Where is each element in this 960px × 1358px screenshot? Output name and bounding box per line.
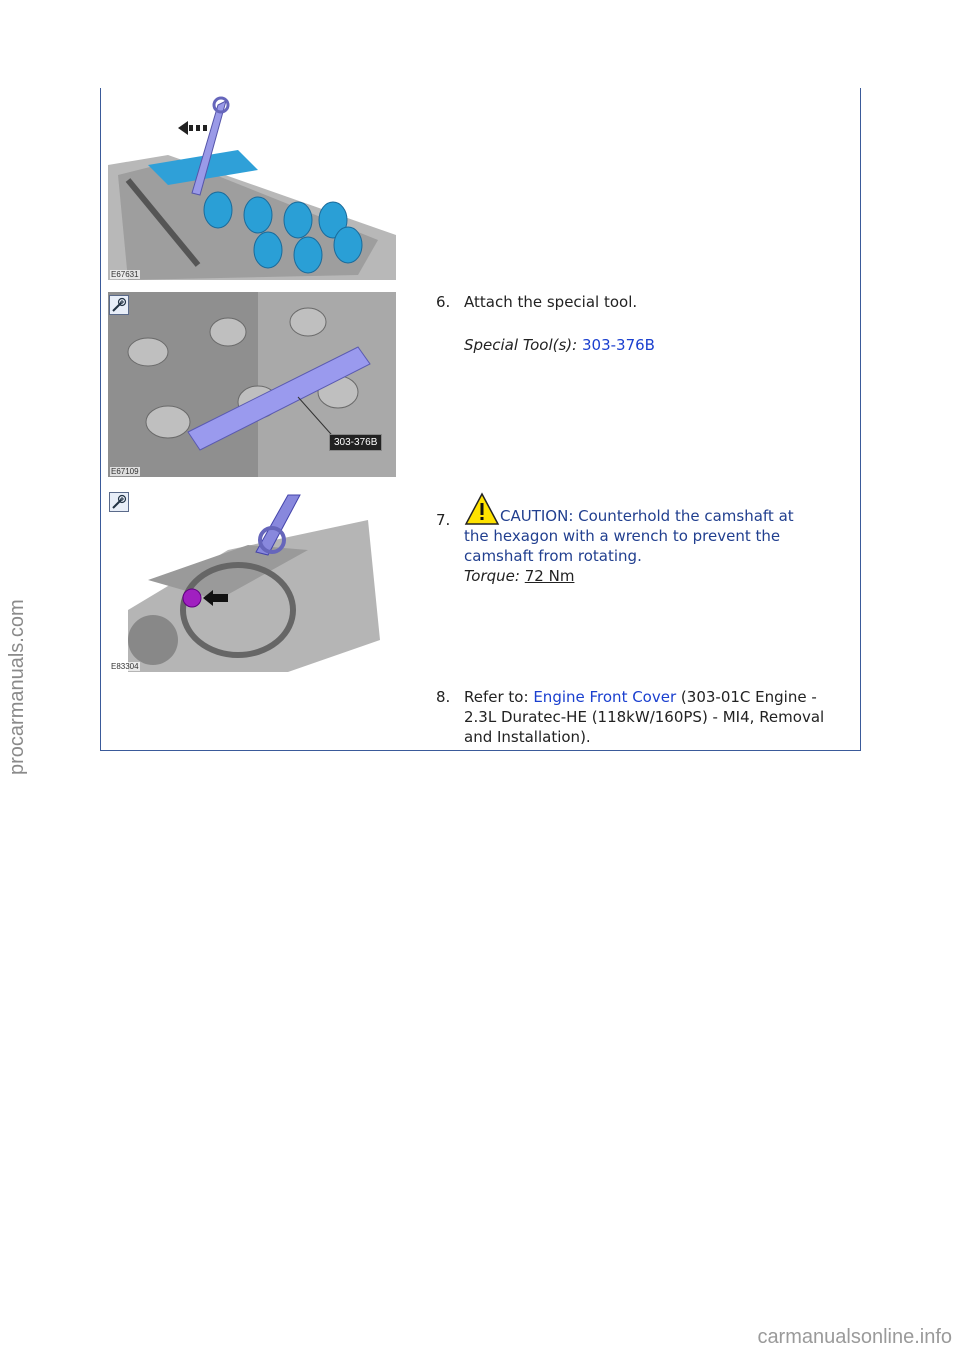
refer-line3: and Installation). [464,728,591,746]
figure-label: E67631 [111,270,139,279]
zoom-icon[interactable] [109,295,129,315]
refer-prefix: Refer to: [464,688,529,706]
engine-front-cover-link[interactable]: Engine Front Cover [533,688,677,706]
figure-label: E67109 [111,467,139,476]
refer-line2: 2.3L Duratec-HE (118kW/160PS) - MI4, Removal [464,708,825,726]
bottom-watermark: carmanualsonline.info [757,1326,952,1348]
torque-value[interactable]: 72 Nm [524,567,575,585]
step-6 [436,292,856,362]
tool-callout: 303-376B [329,434,382,451]
left-watermark: procarmanuals.com [6,599,28,775]
camshaft-wrench-image [108,95,396,280]
torque-label: Torque: [464,567,520,585]
step-number: 8. [436,688,451,706]
step-text [464,687,864,747]
step-number: 6. [436,293,451,311]
caution-block [464,492,864,586]
zoom-icon[interactable] [109,492,129,512]
special-tool-image [108,292,396,477]
torque-line [464,566,864,586]
counterhold-image [108,490,380,672]
step-8 [436,687,856,747]
warning-icon [464,492,500,526]
caution-text-line3: camshaft from rotating. [464,547,642,565]
special-tool-label: Special Tool(s): [464,336,578,354]
step-text: Attach the special tool. [464,293,638,311]
refer-suffix: (303-01C Engine - [680,688,817,706]
caution-text-line1: CAUTION: Counterhold the camshaft at [500,507,794,525]
step-7 [436,492,856,592]
special-tool-link[interactable]: 303-376B [582,336,655,354]
step-number: 7. [436,511,451,529]
figure-label: E83304 [111,662,139,671]
special-tool-line [464,335,655,355]
caution-text-line2: the hexagon with a wrench to prevent the [464,527,781,545]
